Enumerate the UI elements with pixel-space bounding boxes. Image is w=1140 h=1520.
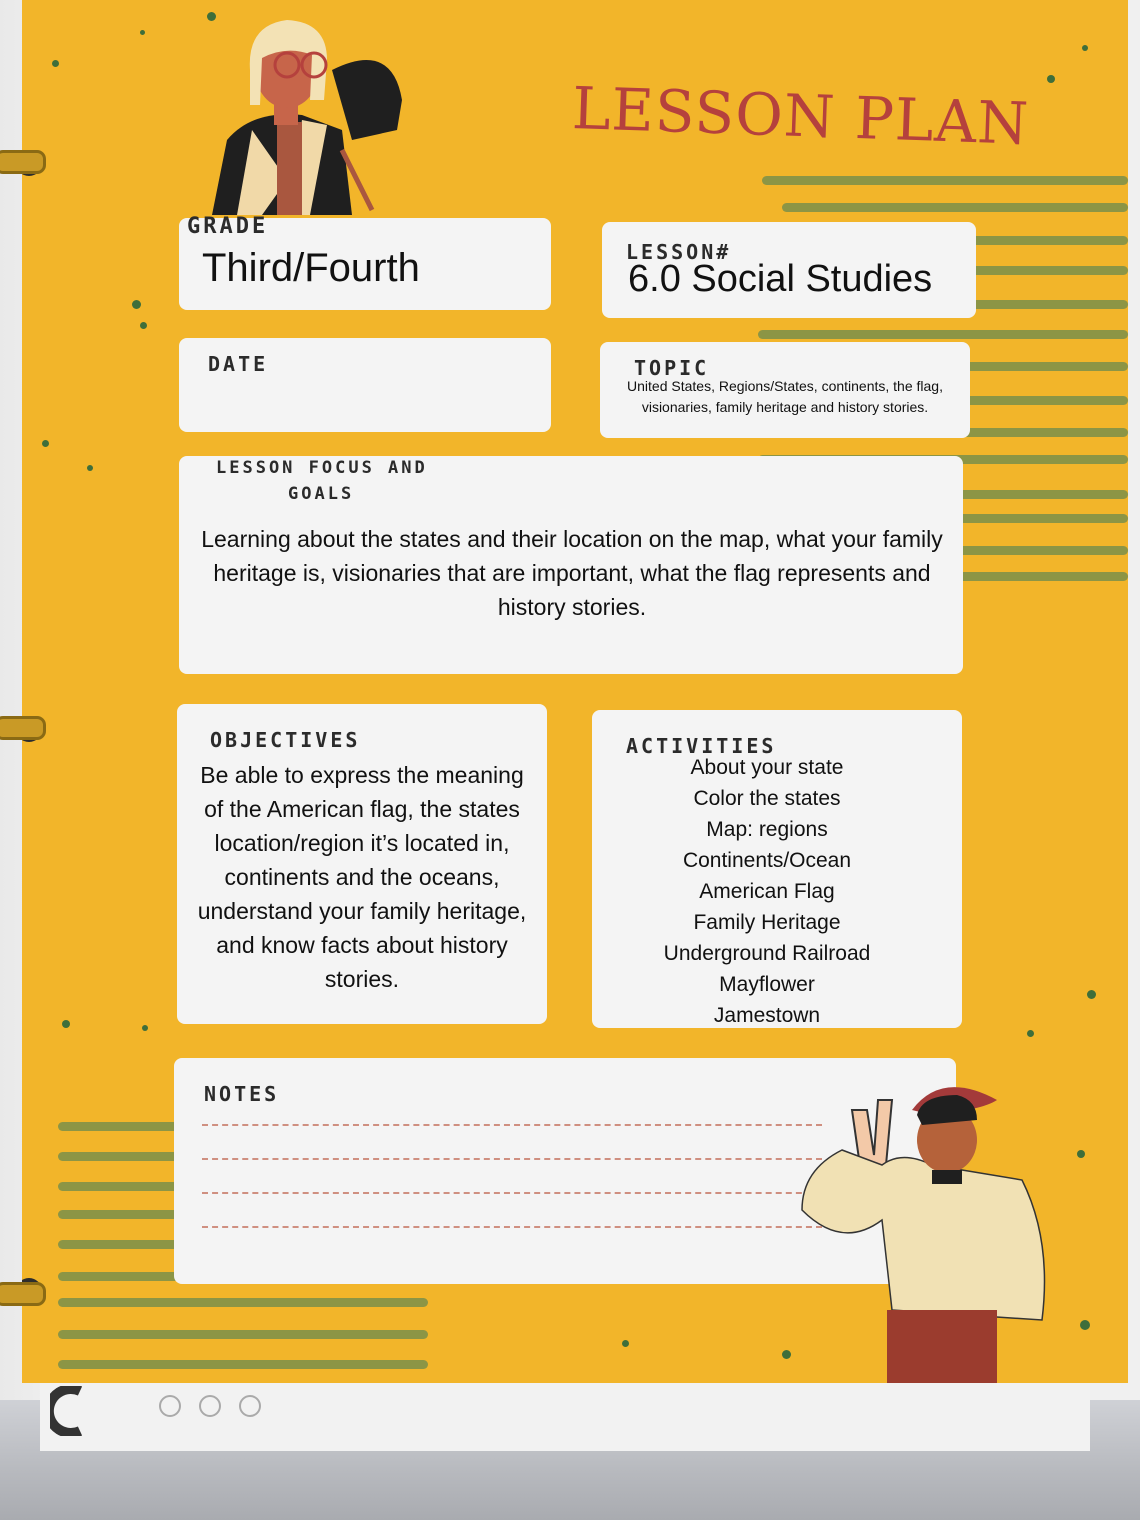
- decor-stripe: [762, 176, 1128, 185]
- focus-label-line1: LESSON FOCUS AND: [216, 458, 428, 478]
- decor-stripe: [758, 330, 1128, 339]
- notes-label: NOTES: [204, 1082, 280, 1106]
- decor-dot: [1080, 1320, 1090, 1330]
- activity-item: About your state: [690, 756, 844, 779]
- activity-item: Family Heritage: [693, 911, 841, 934]
- decor-stripe: [58, 1122, 188, 1131]
- decor-dot: [62, 1020, 70, 1028]
- decor-stripe: [952, 514, 1128, 523]
- decor-stripe: [58, 1182, 188, 1191]
- decor-dot: [1087, 990, 1096, 999]
- lesson-plan-page: [22, 0, 1128, 1383]
- decor-stripe: [952, 266, 1128, 275]
- decor-stripe: [58, 1298, 428, 1307]
- teacher-illustration: [192, 10, 412, 225]
- grade-value: Third/Fourth: [202, 246, 420, 290]
- lesson-label: LESSON#: [626, 240, 732, 264]
- decor-stripe: [952, 396, 1128, 405]
- binder-ring-icon: [0, 150, 46, 174]
- lesson-value: 6.0 Social Studies: [628, 258, 933, 300]
- activity-item: Color the states: [693, 787, 841, 810]
- decor-stripe: [58, 1210, 188, 1219]
- decor-dot: [1077, 1150, 1085, 1158]
- decor-dot: [132, 300, 141, 309]
- decor-stripe: [952, 236, 1128, 245]
- page-title: LESSON PLAN: [570, 74, 1031, 158]
- activity-item: Map: regions: [706, 818, 828, 841]
- student-illustration: [782, 1070, 1062, 1383]
- decor-dot: [140, 322, 147, 329]
- decor-dot: [42, 440, 49, 447]
- decor-dot: [87, 465, 93, 471]
- objectives-text: Be able to express the meaning of the American flag, the states location/region it’s located in, continents and the oceans, understand your family heritage, and know facts about history stories.: [197, 762, 527, 992]
- decor-stripe: [952, 490, 1128, 499]
- activity-item: Continents/Ocean: [682, 849, 852, 872]
- decor-dot: [1082, 45, 1088, 51]
- decor-stripe: [952, 572, 1128, 581]
- focus-text: Learning about the states and their location on the map, what your family heritage is, visionaries that are important, what the flag represents and history stories.: [201, 526, 943, 620]
- decor-dot: [1047, 75, 1055, 83]
- topic-value: United States, Regions/States, continents, the flag, visionaries, family heritage and history stories.: [627, 378, 943, 415]
- date-label: DATE: [208, 352, 269, 376]
- decor-stripe: [952, 362, 1128, 371]
- activity-item: Underground Railroad: [663, 942, 871, 965]
- decor-stripe: [952, 546, 1128, 555]
- decor-dot: [52, 60, 59, 67]
- grade-label: GRADE: [187, 214, 269, 239]
- sheet-protector-edge: [40, 1380, 1090, 1451]
- decor-dot: [1027, 1030, 1034, 1037]
- notes-line: [202, 1158, 822, 1160]
- activity-item: Jamestown: [713, 1004, 821, 1027]
- focus-label-line2: GOALS: [288, 484, 355, 504]
- decor-stripe: [782, 203, 1128, 212]
- binder-ring-icon: [0, 716, 46, 740]
- binder-ring-icon: [0, 1282, 46, 1306]
- activities-label: ACTIVITIES: [626, 734, 777, 758]
- decor-dot: [140, 30, 145, 35]
- decor-stripe: [952, 300, 1128, 309]
- notes-line: [202, 1192, 822, 1194]
- decor-dot: [142, 1025, 148, 1031]
- decor-stripe: [58, 1330, 428, 1339]
- decor-stripe: [58, 1240, 188, 1249]
- decor-dot: [622, 1340, 629, 1347]
- activities-list: [592, 752, 942, 1031]
- notes-line: [202, 1226, 822, 1228]
- binder-tab-icon: [50, 1386, 310, 1436]
- decor-stripe: [58, 1360, 428, 1369]
- notes-line: [202, 1124, 822, 1126]
- decor-stripe: [58, 1272, 188, 1281]
- activity-item: American Flag: [699, 880, 835, 903]
- objectives-label: OBJECTIVES: [210, 728, 361, 752]
- activity-item: Mayflower: [719, 973, 815, 996]
- decor-stripe: [952, 428, 1128, 437]
- decor-stripe: [58, 1152, 188, 1161]
- topic-label: TOPIC: [634, 356, 710, 380]
